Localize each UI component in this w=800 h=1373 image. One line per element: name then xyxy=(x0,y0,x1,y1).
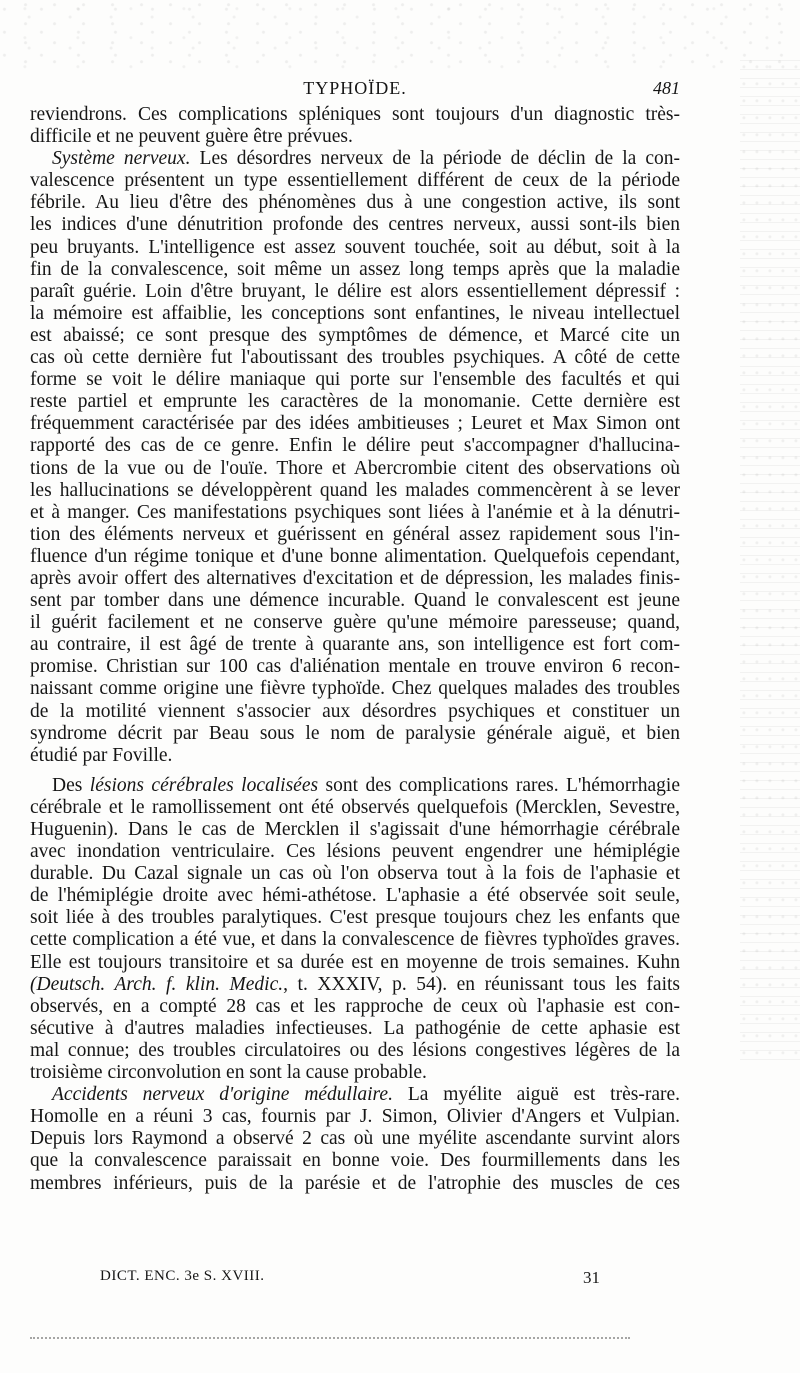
text-line: reviendrons. Ces complications spléniques sont toujours d'un diagnostic très- xyxy=(30,104,680,125)
text-line: Elle est toujours transitoire et sa durée est en moyenne de trois semaines. Kuhn xyxy=(30,951,680,973)
printer-signature: DICT. ENC. 3e S. XVIII. xyxy=(100,1268,265,1284)
page-number: 481 xyxy=(653,78,680,98)
text-line: Homolle en a réuni 3 cas, fournis par J. Simon, Olivier d'Angers et Vulpian. xyxy=(30,1106,680,1128)
text-line: naissant comme origine une fièvre typhoïde. Chez quelques malades des troubles xyxy=(30,678,680,700)
text-line: forme se voit le délire maniaque qui porte sur l'ensemble des facultés et qui xyxy=(30,369,680,391)
text-run: sont des complications rares. L'hémorrhagie xyxy=(318,774,681,796)
sheet-number: 31 xyxy=(583,1268,600,1287)
text-line: promise. Christian sur 100 cas d'aliénation mentale en trouve environ 6 recon- xyxy=(30,656,680,678)
text-line: soit liée à des troubles paralytiques. C'est presque toujours chez les enfants que xyxy=(30,907,680,929)
text-line xyxy=(30,148,680,170)
text-line: troisième circonvolution en sont la cause probable. xyxy=(30,1062,427,1084)
body-text xyxy=(30,104,680,1195)
text-line: tions de la vue ou de l'ouïe. Thore et Abercrombie citent des observations où xyxy=(30,457,680,479)
italic-run: lésions cérébrales localisées xyxy=(89,774,319,796)
text-line: de la motilité viennent s'associer aux désordres psychiques et constituer un xyxy=(30,700,680,722)
text-line: paraît guérie. Loin d'être bruyant, le délire est alors essentiellement dépressif : xyxy=(30,280,680,302)
text-line: membres inférieurs, puis de la parésie et de l'atrophie des muscles de ces xyxy=(30,1172,680,1194)
text-line xyxy=(30,974,680,996)
text-line: avec inondation ventriculaire. Ces lésions peuvent engendrer une hémiplégie xyxy=(30,841,680,863)
scan-noise-top xyxy=(0,0,800,70)
text-line xyxy=(30,775,680,797)
text-line: que la convalescence paraissait en bonne voie. Des fourmillements dans les xyxy=(30,1150,680,1172)
text-line: au contraire, il est âgé de trente à quarante ans, son intelligence est fort com- xyxy=(30,634,680,656)
italic-run: Système nerveux. xyxy=(52,148,191,170)
text-line: cette complication a été vue, et dans la convalescence de fièvres typhoïdes graves. xyxy=(30,929,680,951)
text-run: Des xyxy=(52,774,90,796)
scan-noise-right-edge xyxy=(740,60,800,1060)
text-line: rapporté des cas de ce genre. Enfin le délire peut s'accompagner d'hallucina- xyxy=(30,435,680,457)
text-line: cérébrale et le ramollissement ont été observés quelquefois (Mercklen, Sevestre, xyxy=(30,796,680,818)
italic-run: (Deutsch. Arch. f. klin. Medic. xyxy=(30,973,284,995)
text-line: durable. Du Cazal signale un cas où l'on observa tout à la fois de l'aphasie et xyxy=(30,863,680,885)
text-line: valescence présentent un type essentiellement différent de ceux de la période xyxy=(30,170,680,192)
text-line: étudié par Foville. xyxy=(30,744,173,766)
text-line: sent par tomber dans une démence incurable. Quand le convalescent est jeune xyxy=(30,590,680,612)
text-line: les hallucinations se développèrent quand les malades commencèrent à se lever xyxy=(30,479,680,501)
text-line: reste partiel et emprunte les caractères de la monomanie. Cette dernière est xyxy=(30,391,680,413)
text-line: Depuis lors Raymond a observé 2 cas où une myélite ascendante survint alors xyxy=(30,1128,680,1150)
italic-run: Accidents nerveux d'origine médullaire. xyxy=(52,1084,393,1106)
bottom-dotted-rule xyxy=(30,1337,630,1339)
text-line: il guérit facilement et ne conserve guère qu'une mémoire paresseuse; quand, xyxy=(30,612,680,634)
text-line: sécutive à d'autres maladies infectieuses. La pathogénie de cette aphasie est xyxy=(30,1017,680,1039)
text-line: est abaissé; ce sont presque des symptômes de démence, et Marcé cite un xyxy=(30,324,680,346)
text-run: , t. XXXIV, p. 54). en réunissant tous les faits xyxy=(283,973,680,995)
text-line: peu bruyants. L'intelligence est assez souvent touchée, soit au début, soit à la xyxy=(30,236,680,258)
text-line: de l'hémiplégie droite avec hémi-athétose. L'aphasie a été observée soit seule, xyxy=(30,885,680,907)
text-line: observés, en a compté 28 cas et les rapproche de ceux où l'aphasie est con- xyxy=(30,995,680,1017)
text-line: fluence d'un régime tonique et d'une bonne alimentation. Quelquefois cependant, xyxy=(30,545,680,567)
text-line: fin de la convalescence, soit même un assez long temps après que la maladie xyxy=(30,258,680,280)
text-run: Les désordres nerveux de la période de déclin de la con- xyxy=(190,148,681,170)
text-line: syndrome décrit par Beau sous le nom de paralysie générale aiguë, et bien xyxy=(30,722,680,744)
text-run: La myélite aiguë est très-rare. xyxy=(392,1084,680,1106)
text-line: et à manger. Ces manifestations psychiques sont liées à l'anémie et à la dénutri- xyxy=(30,501,680,523)
text-line xyxy=(30,1084,680,1106)
text-line: mal connue; des troubles circulatoires ou des lésions congestives légères de la xyxy=(30,1039,680,1061)
text-line: fréquemment caractérisée par des idées ambitieuses ; Leuret et Max Simon ont xyxy=(30,413,680,435)
text-line: cas où cette dernière fut l'aboutissant des troubles psychiques. A côté de cette xyxy=(30,347,680,369)
page-footer xyxy=(100,1268,600,1292)
text-line: la mémoire est affaiblie, les conceptions sont enfantines, le niveau intellectuel xyxy=(30,302,680,324)
text-line: tion des éléments nerveux et guérissent en général assez rapidement sous l'in- xyxy=(30,523,680,545)
text-line: les indices d'une dénutrition profonde des centres nerveux, aussi sont-ils bien xyxy=(30,214,680,236)
text-line: difficile et ne peuvent guère être prévues. xyxy=(30,126,353,148)
text-line: après avoir offert des alternatives d'excitation et de dépression, les malades finis- xyxy=(30,567,680,589)
text-line: Huguenin). Dans le cas de Mercklen il s'agissait d'une hémorrhagie cérébrale xyxy=(30,819,680,840)
running-title: TYPHOÏDE. xyxy=(303,78,407,98)
page-header xyxy=(30,78,680,104)
text-line: fébrile. Au lieu d'être des phénomènes dus à une congestion active, ils sont xyxy=(30,192,680,214)
